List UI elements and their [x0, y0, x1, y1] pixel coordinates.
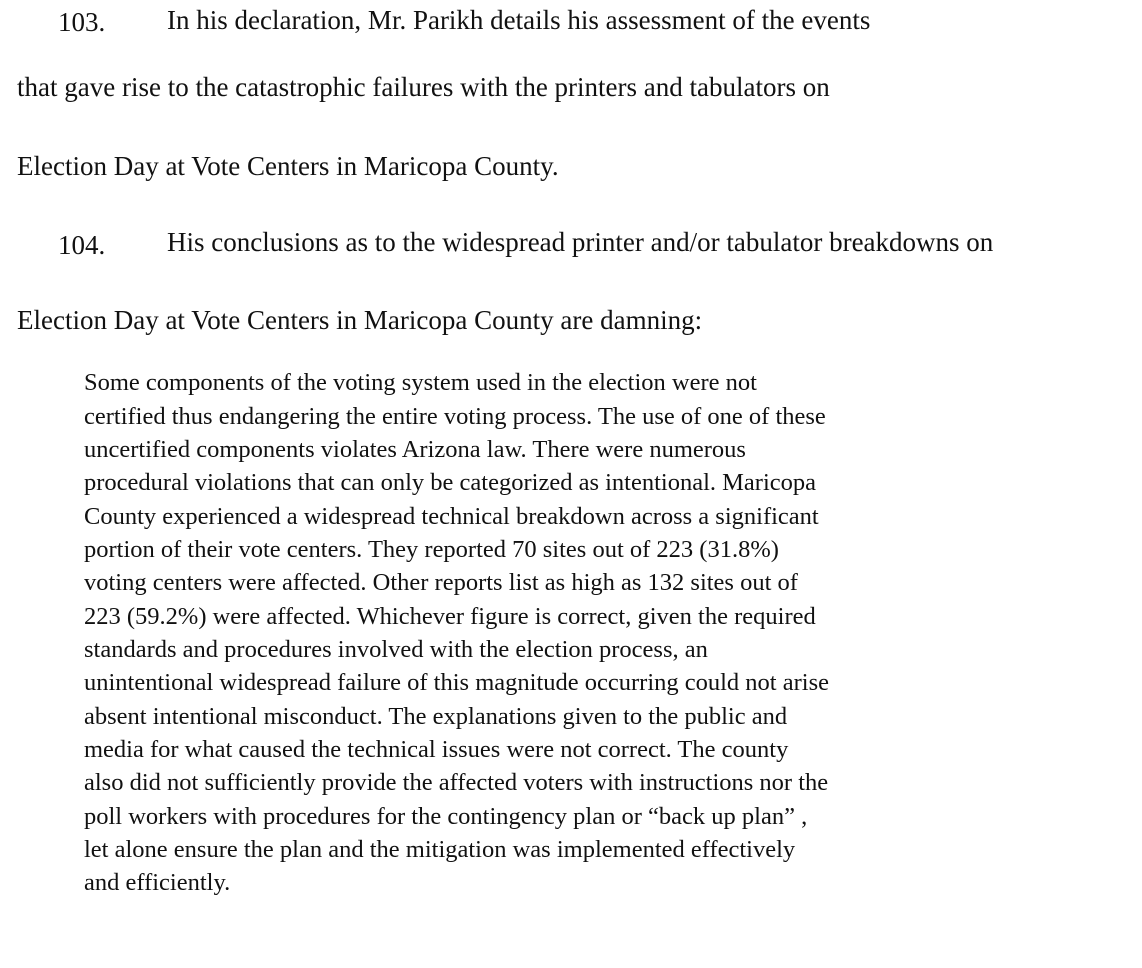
- quote-line: and efficiently.: [84, 869, 231, 896]
- quote-line: absent intentional misconduct. The explanations given to the public and: [84, 703, 788, 730]
- quote-line: let alone ensure the plan and the mitigation was implemented effectively: [84, 836, 796, 863]
- quote-line: voting centers were affected. Other reports list as high as 132 sites out of: [84, 569, 798, 596]
- paragraph-line: Election Day at Vote Centers in Maricopa County are damning:: [17, 305, 703, 335]
- quote-line: certified thus endangering the entire voting process. The use of one of these: [84, 403, 826, 430]
- paragraph-number: 103.: [58, 7, 106, 37]
- quote-line: portion of their vote centers. They reported 70 sites out of 223 (31.8%): [84, 536, 779, 563]
- quote-line: 223 (59.2%) were affected. Whichever figure is correct, given the required: [84, 603, 816, 630]
- paragraph-line: In his declaration, Mr. Parikh details his assessment of the events: [167, 5, 871, 35]
- paragraph-line: Election Day at Vote Centers in Maricopa County.: [17, 151, 559, 181]
- paragraph-line: His conclusions as to the widespread printer and/or tabulator breakdowns on: [167, 227, 994, 257]
- quote-line: also did not sufficiently provide the affected voters with instructions nor the: [84, 769, 829, 796]
- quote-line: Some components of the voting system used in the election were not: [84, 369, 757, 396]
- quote-line: media for what caused the technical issues were not correct. The county: [84, 736, 789, 763]
- quote-line: County experienced a widespread technical breakdown across a significant: [84, 503, 819, 530]
- paragraph-number: 104.: [58, 230, 106, 260]
- quote-line: poll workers with procedures for the contingency plan or “back up plan” ,: [84, 803, 808, 830]
- quote-line: standards and procedures involved with the election process, an: [84, 636, 708, 663]
- quote-line: procedural violations that can only be categorized as intentional. Maricopa: [84, 469, 817, 496]
- quote-line: unintentional widespread failure of this magnitude occurring could not arise: [84, 669, 829, 696]
- paragraph-line: that gave rise to the catastrophic failures with the printers and tabulators on: [17, 72, 830, 102]
- quote-line: uncertified components violates Arizona law. There were numerous: [84, 436, 746, 463]
